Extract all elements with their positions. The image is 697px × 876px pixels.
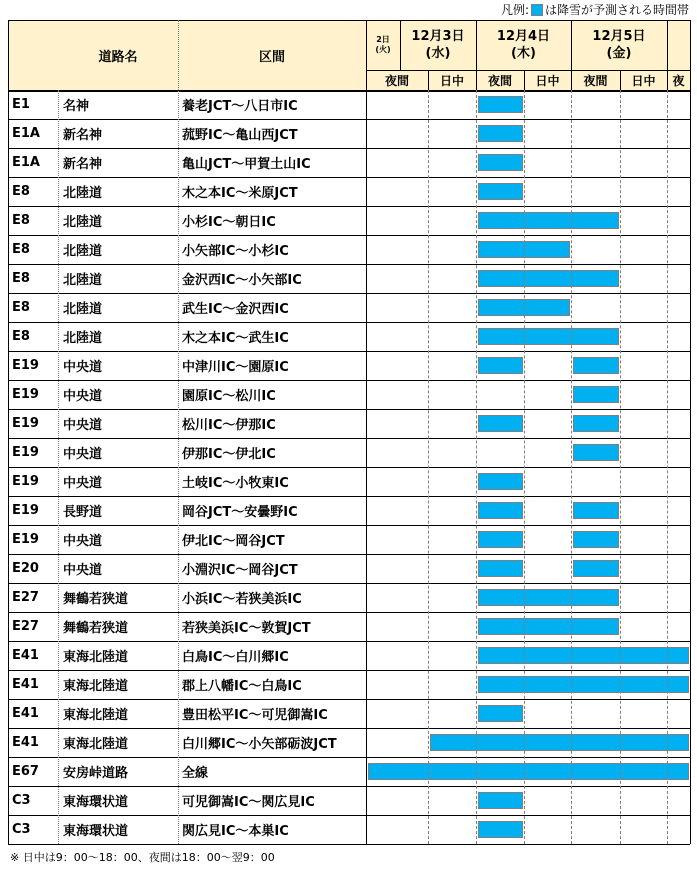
row-divider [8,699,690,700]
day-row-border [366,70,690,71]
period-divider [524,70,525,90]
snow-bar [573,357,619,374]
period-divider [667,70,668,90]
section-name: 養老JCT～八日市IC [182,99,298,114]
road-code: E27 [12,619,39,634]
road-name: 長野道 [63,505,103,520]
snow-bar [478,792,523,809]
road-code: C3 [12,793,31,808]
period-divider [428,90,429,844]
section-name: 若狭美浜IC～敦賀JCT [182,621,311,636]
road-code: C3 [12,822,31,837]
row-divider [8,206,690,207]
snow-bar [478,183,523,200]
road-code: E19 [12,445,39,460]
section-name: 小淵沢IC～岡谷JCT [182,563,298,578]
period-divider [524,90,525,844]
period-header: 夜間 [487,73,512,88]
snow-bar [478,415,523,432]
row-divider [8,293,690,294]
snow-bar [430,734,689,751]
section-name: 白川郷IC～小矢部砺波JCT [182,737,337,752]
snow-bar [573,415,619,432]
day-dow: (水) [425,46,451,61]
section-name: 松川IC～伊那IC [182,418,276,433]
snow-bar [478,154,523,171]
road-name: 東海環状道 [63,795,129,810]
period-divider [667,90,668,844]
road-name: 中央道 [63,418,103,433]
table-bottom-border [8,844,690,845]
road-code: E67 [12,764,39,779]
row-divider [8,554,690,555]
snow-bar [478,212,619,229]
day-dow: (金) [606,46,632,61]
road-name: 北陸道 [63,273,103,288]
section-name: 土岐IC～小牧東IC [182,476,289,491]
section-name: 白鳥IC～白川郷IC [182,650,289,665]
snow-bar [478,647,689,664]
road-code: E19 [12,474,39,489]
road-code: E19 [12,387,39,402]
day-divider [667,20,668,70]
day-divider [400,20,401,70]
road-name: 北陸道 [63,302,103,317]
section-name: 中津川IC～園原IC [182,360,289,375]
snow-bar [478,473,523,490]
legend-prefix: 凡例: [500,3,529,17]
row-divider [8,641,690,642]
road-code: E41 [12,706,39,721]
section-name: 岡谷JCT～安曇野IC [182,505,298,520]
period-divider [620,90,621,844]
day-date: 12月4日 [496,29,551,44]
row-divider [8,380,690,381]
day-num: 2日 [376,35,390,44]
road-name: 北陸道 [63,331,103,346]
section-name: 菰野IC～亀山西JCT [182,128,298,143]
snow-bar [573,386,619,403]
road-name: 舞鶴若狭道 [63,621,129,636]
snow-bar [573,444,619,461]
day-dow: (火) [375,45,391,54]
road-code: E20 [12,561,39,576]
section-name: 亀山JCT～甲賀土山IC [182,157,311,172]
period-header: 夜 [672,73,685,88]
snow-bar [573,502,619,519]
snow-bar [478,125,523,142]
section-name: 武生IC～金沢西IC [182,302,289,317]
road-name: 中央道 [63,563,103,578]
road-code: E8 [12,329,30,344]
row-divider [8,264,690,265]
snow-bar [478,705,523,722]
road-code: E1A [12,155,40,170]
road-code: E19 [12,416,39,431]
header-bottom-border [8,90,690,92]
snow-bar [573,531,619,548]
day-dow: (木) [511,46,536,61]
road-name: 舞鶴若狭道 [63,592,129,607]
section-name: 園原IC～松川IC [182,389,276,404]
legend-suffix: は降雪が予測される時間帯 [544,3,689,17]
row-divider [8,525,690,526]
snow-bar [478,96,523,113]
day-header [400,20,476,70]
road-name: 中央道 [63,447,103,462]
section-name: 郡上八幡IC～白鳥IC [182,679,302,694]
row-divider [8,322,690,323]
period-divider [620,70,621,90]
period-divider [571,90,572,844]
section-name: 木之本IC～武生IC [182,331,289,346]
period-divider [428,70,429,90]
table-top-border [8,20,690,21]
day-date: 12月5日 [592,29,646,44]
snow-bar [478,270,619,287]
section-name: 小矢部IC～小杉IC [182,244,289,259]
road-name: 東海北陸道 [63,737,129,752]
snow-bar [478,676,689,693]
road-name: 北陸道 [63,186,103,201]
section-name: 可児御嵩IC～関広見IC [182,795,315,810]
period-divider [476,70,477,90]
road-name: 新名神 [63,128,103,143]
road-name: 東海北陸道 [63,679,129,694]
period-header: 夜間 [583,73,608,88]
snow-bar [478,560,523,577]
road-code: E8 [12,184,30,199]
section-name: 関広見IC～本巣IC [182,824,289,839]
road-name: 中央道 [63,389,103,404]
road-code: E27 [12,590,39,605]
road-name: 中央道 [63,360,103,375]
row-divider [8,177,690,178]
road-name: 東海環状道 [63,824,129,839]
section-header: 区間 [258,49,285,65]
road-code: E1 [12,97,30,112]
period-divider [476,90,477,844]
road-name: 名神 [63,99,90,114]
row-divider [8,438,690,439]
snow-bar [478,502,523,519]
snow-bar [478,357,523,374]
road-name: 中央道 [63,534,103,549]
road-name: 東海北陸道 [63,708,129,723]
snow-bar [478,589,619,606]
section-name: 全線 [182,766,209,781]
section-name: 伊那IC～伊北IC [182,447,276,462]
row-divider [8,786,690,787]
road-name: 東海北陸道 [63,650,129,665]
period-divider [571,70,572,90]
road-code: E19 [12,358,39,373]
road-code: E1A [12,126,40,141]
snow-bar [478,821,523,838]
row-divider [8,815,690,816]
row-divider [8,119,690,120]
row-divider [8,235,690,236]
row-divider [8,148,690,149]
period-header: 日中 [439,73,464,88]
section-name: 豊田松平IC～可児御嵩IC [182,708,328,723]
road-name-header: 道路名 [98,49,138,65]
row-divider [8,496,690,497]
road-code: E19 [12,532,39,547]
day-divider [571,20,572,70]
code-road-divider [58,90,59,844]
road-name: 新名神 [63,157,103,172]
section-name: 金沢西IC～小矢部IC [182,273,302,288]
section-name: 小浜IC～若狭美浜IC [182,592,302,607]
row-divider [8,583,690,584]
day-divider [476,20,477,70]
day-header-dec2 [366,20,400,70]
road-code: E19 [12,503,39,518]
period-header: 日中 [631,73,656,88]
road-section-divider [178,20,179,844]
road-name: 中央道 [63,476,103,491]
row-divider [8,351,690,352]
table-right-border [690,20,691,844]
table-left-border [8,20,9,844]
section-name: 小杉IC～朝日IC [182,215,276,230]
row-divider [8,728,690,729]
snow-bar [478,618,619,635]
road-code: E8 [12,213,30,228]
row-divider [8,670,690,671]
road-code: E8 [12,242,30,257]
day-date: 12月3日 [411,29,465,44]
road-code: E8 [12,300,30,315]
row-divider [8,467,690,468]
day-header [571,20,667,70]
road-code: E41 [12,677,39,692]
snow-bar [478,328,619,345]
snow-bar [573,560,619,577]
road-code: E41 [12,735,39,750]
road-code: E8 [12,271,30,286]
period-header: 夜間 [384,73,409,88]
period-header: 日中 [535,73,560,88]
section-schedule-divider [366,20,367,844]
road-name: 北陸道 [63,244,103,259]
section-name: 木之本IC～米原JCT [182,186,298,201]
row-divider [8,757,690,758]
row-divider [8,409,690,410]
road-name: 北陸道 [63,215,103,230]
road-name: 安房峠道路 [63,766,129,781]
snow-bar [478,531,523,548]
section-name: 伊北IC～岡谷JCT [182,534,285,549]
footnote: ※ 日中は9：00～18：00、夜間は18：00～翌9：00 [10,851,275,864]
road-code: E41 [12,648,39,663]
snow-bar [368,763,689,780]
day-header [476,20,571,70]
row-divider [8,612,690,613]
